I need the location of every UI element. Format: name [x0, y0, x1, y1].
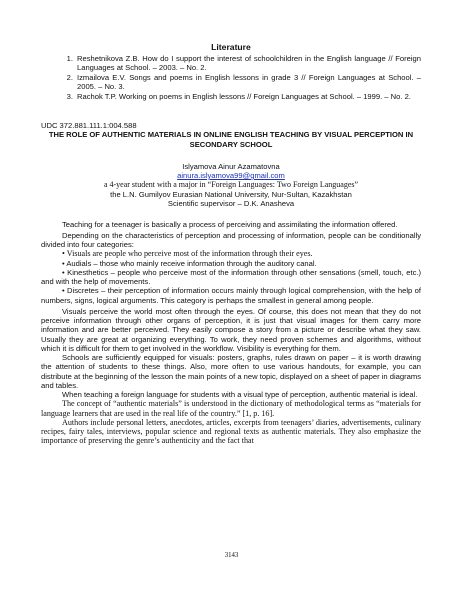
author-name: Islyamova Ainur Azamatovna [182, 161, 280, 171]
reference-item [41, 92, 421, 101]
author-email-link[interactable]: ainura.islyamova99@gmail.com [177, 171, 285, 181]
page-number: 3143 [224, 552, 239, 559]
body-paragraph: • Kinesthetics – people who perceive most of the information through other sensations (smell, touch, etc.) and with the help of movements. [41, 267, 421, 287]
author-university: the L.N. Gumilyov Eurasian National University, Nur-Sultan, Kazakhstan [110, 189, 352, 199]
udc-code: UDC 372.881.111.1:004.588 [41, 121, 137, 131]
article-body [41, 220, 421, 446]
body-paragraph: • Audials – those who mainly receive information through the auditory canal. [62, 258, 317, 268]
body-paragraph: When teaching a foreign language for students with a visual type of perception, authentic material is ideal. [62, 390, 418, 400]
reference-number: 3. [66, 91, 73, 101]
reference-text: Reshetnikova Z.B. How do I support the interest of schoolchildren in the English language // Foreign Languages at School. – 2003. – No. 2. [77, 54, 421, 73]
reference-item [41, 73, 421, 92]
body-paragraph: • Visuals are people who perceive most of the information through their eyes. [62, 249, 313, 259]
author-position: a 4-year student with a major in “Foreign Languages: Two Foreign Languages” [103, 180, 359, 190]
article-title: THE ROLE OF AUTHENTIC MATERIALS IN ONLINE ENGLISH TEACHING BY VISUAL PERCEPTION IN SECONDARY SCHOOL [48, 130, 414, 150]
body-paragraph: Depending on the characteristics of perception and processing of information, people can be conditionally divided into four categories: [41, 230, 421, 250]
literature-heading: Literature [211, 42, 251, 52]
reference-text: Rachok T.P. Working on poems in English lessons // Foreign Languages at School. – 1999. – No. 2. [77, 91, 411, 101]
body-paragraph: Authors include personal letters, anecdotes, articles, excerpts from teenagers’ diaries, advertisements, culinary recipes, fairy tales, interviews, popular science and regional texts as authentic materials. They also emphasize the importance of preserving the genre’s authenticity and the fact that [41, 417, 421, 446]
reference-list [41, 54, 421, 101]
reference-item [41, 54, 421, 73]
author-block [41, 162, 421, 209]
body-paragraph: Visuals perceive the world most often through the eyes. Of course, this does not mean that they do not perceive information through other organs of perception, it is just that visual images for them carry more information and are better perceived. They easily compose a story from a picture or describe what they saw. Usually they are great at organizing everything. To work, they need proven schemes and algorithms, without which it is difficult for them to get involved in the workflow. Visibility is everything for them. [41, 306, 421, 353]
reference-number: 1. [66, 54, 73, 63]
body-paragraph: Teaching for a teenager is basically a process of perceiving and assimilating the information offered. [62, 219, 398, 229]
scientific-supervisor: Scientific supervisor – D.K. Anasheva [167, 199, 295, 209]
reference-number: 2. [66, 72, 73, 82]
reference-text: Izmailova E.V. Songs and poems in English lessons in grade 3 // Foreign Languages at School. – 2005. – No. 3. [77, 72, 421, 92]
body-paragraph: The concept of “authentic materials” is understood in the dictionary of methodological terms as “materials for language learners that are used in the real life of the country.” [1, p. 16]. [41, 399, 421, 418]
body-paragraph: Schools are sufficiently equipped for visuals: posters, graphs, rules drawn on paper – it is worth drawing the attention of students to these things. Also, more often to use various handouts, for example, you can distribute at the beginning of the lesson the main points of a new topic, displayed on a sheet of paper in diagrams and tables. [41, 353, 421, 390]
body-paragraph: • Discretes – their perception of information occurs mainly through logical comprehension, with the help of numbers, signs, logical arguments. This category is perhaps the smallest in general among people. [41, 286, 421, 305]
